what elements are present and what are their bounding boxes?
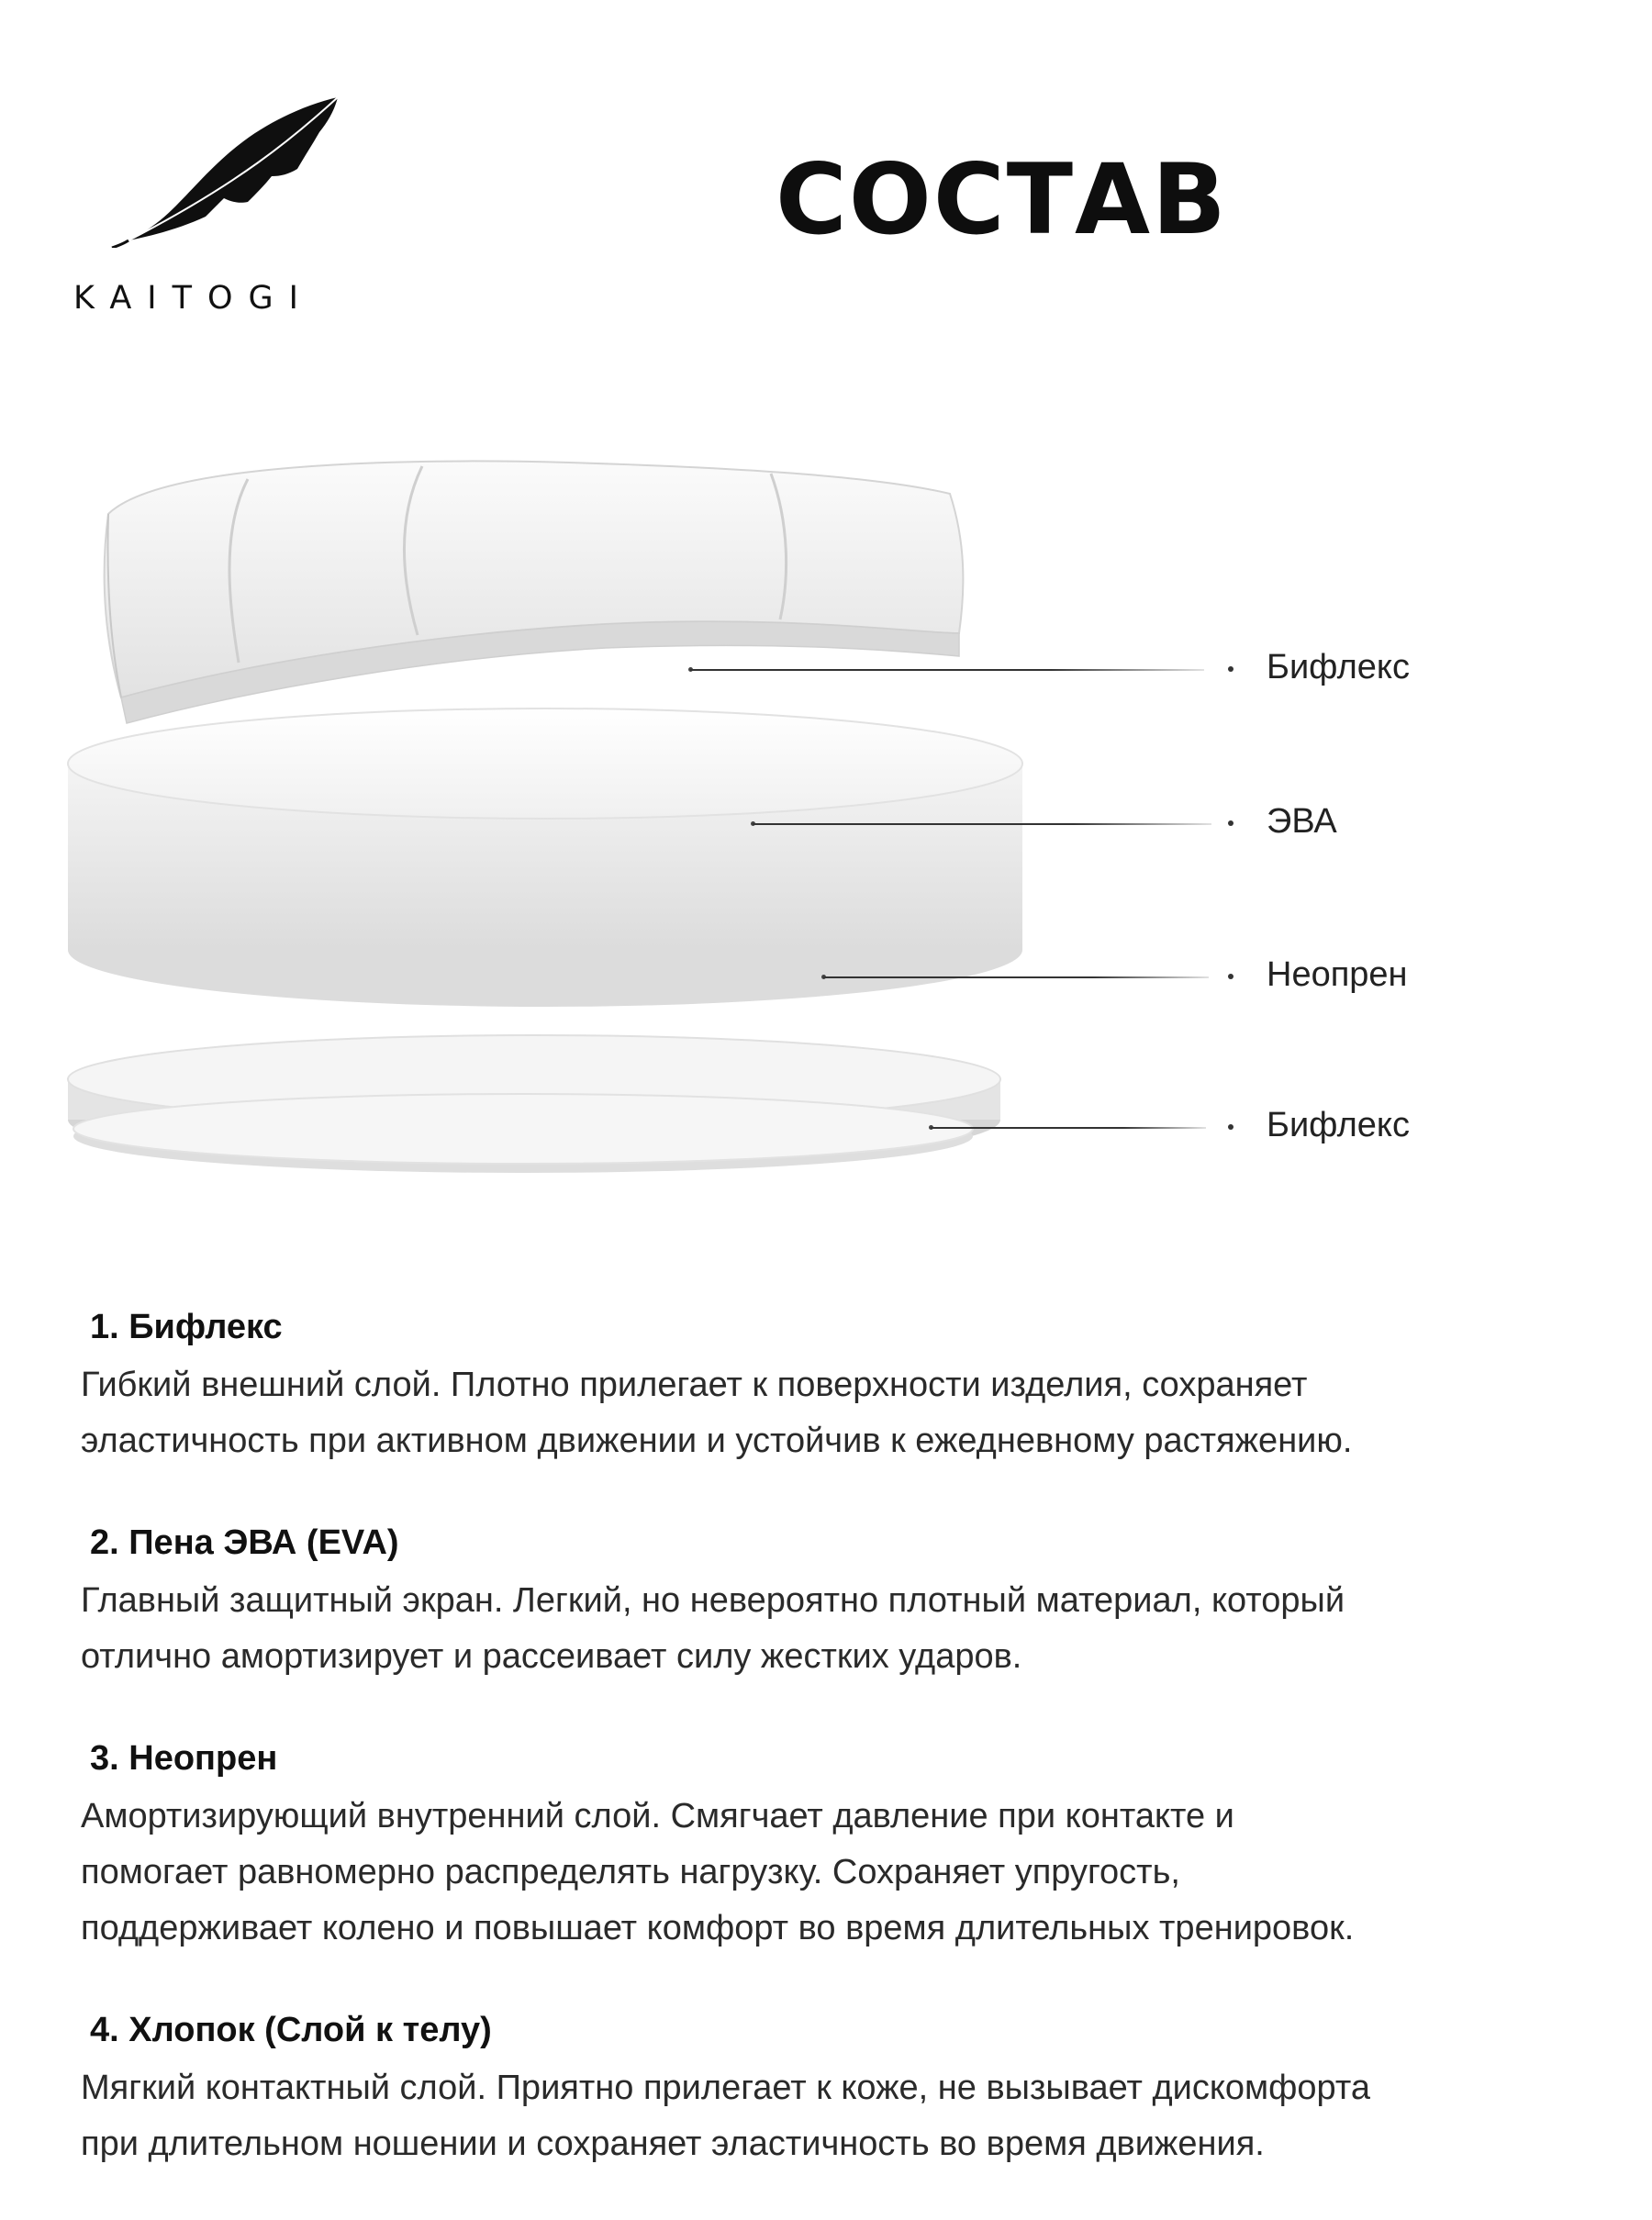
description-text <box>81 1573 1632 1685</box>
description-line: отлично амортизирует и рассеивает силу жестких ударов. <box>81 1637 1022 1676</box>
leader-line <box>690 669 1204 671</box>
description-title: 4. Хлопок (Слой к телу) <box>90 2011 492 2049</box>
leader-line <box>931 1127 1206 1129</box>
brand-name: KAITOGI <box>73 280 314 317</box>
label-bullet-dot <box>1228 974 1233 979</box>
description-line: помогает равномерно распределять нагрузку. Сохраняет упругость, <box>81 1853 1180 1891</box>
layer-biflex-outer <box>105 462 964 723</box>
description-text <box>81 1789 1632 1957</box>
label-bullet-dot <box>1228 666 1233 672</box>
description-item <box>81 1301 1632 1469</box>
leader-line <box>823 976 1209 978</box>
layer-biflex-inner <box>64 1081 982 1182</box>
description-line: Амортизирующий внутренний слой. Смягчает давление при контакте и <box>81 1797 1234 1835</box>
description-title: 1. Бифлекс <box>90 1308 283 1346</box>
leader-line <box>753 823 1211 825</box>
description-line: при длительном ношении и сохраняет эластичность во время движения. <box>81 2125 1265 2163</box>
layers-illustration <box>55 422 1046 1175</box>
layer-label-biflex-outer: Бифлекс <box>1267 648 1410 686</box>
layer-eva <box>68 708 1022 1007</box>
description-line: Главный защитный экран. Легкий, но невероятно плотный материал, который <box>81 1581 1345 1620</box>
layer-descriptions <box>81 1301 1632 2220</box>
description-line: Гибкий внешний слой. Плотно прилегает к поверхности изделия, сохраняет <box>81 1366 1308 1404</box>
description-title: 2. Пена ЭВА (EVA) <box>90 1523 399 1562</box>
feather-icon <box>110 92 349 248</box>
description-title: 3. Неопрен <box>90 1739 278 1778</box>
label-bullet-dot <box>1228 1124 1233 1130</box>
description-item <box>81 2004 1632 2172</box>
description-line: Мягкий контактный слой. Приятно прилегает к коже, не вызывает дискомфорта <box>81 2069 1370 2107</box>
layer-label-eva: ЭВА <box>1267 802 1337 841</box>
layer-label-neoprene: Неопрен <box>1267 955 1408 994</box>
page-title: СОСТАВ <box>776 143 1228 256</box>
description-text <box>81 2060 1632 2172</box>
layer-label-biflex-inner: Бифлекс <box>1267 1106 1410 1144</box>
description-item <box>81 1517 1632 1685</box>
description-item <box>81 1733 1632 1957</box>
description-text <box>81 1357 1632 1469</box>
description-line: эластичность при активном движении и устойчив к ежедневному растяжению. <box>81 1422 1353 1460</box>
brand-logo <box>73 92 367 330</box>
description-line: поддерживает колено и повышает комфорт во время длительных тренировок. <box>81 1909 1355 1947</box>
label-bullet-dot <box>1228 820 1233 826</box>
